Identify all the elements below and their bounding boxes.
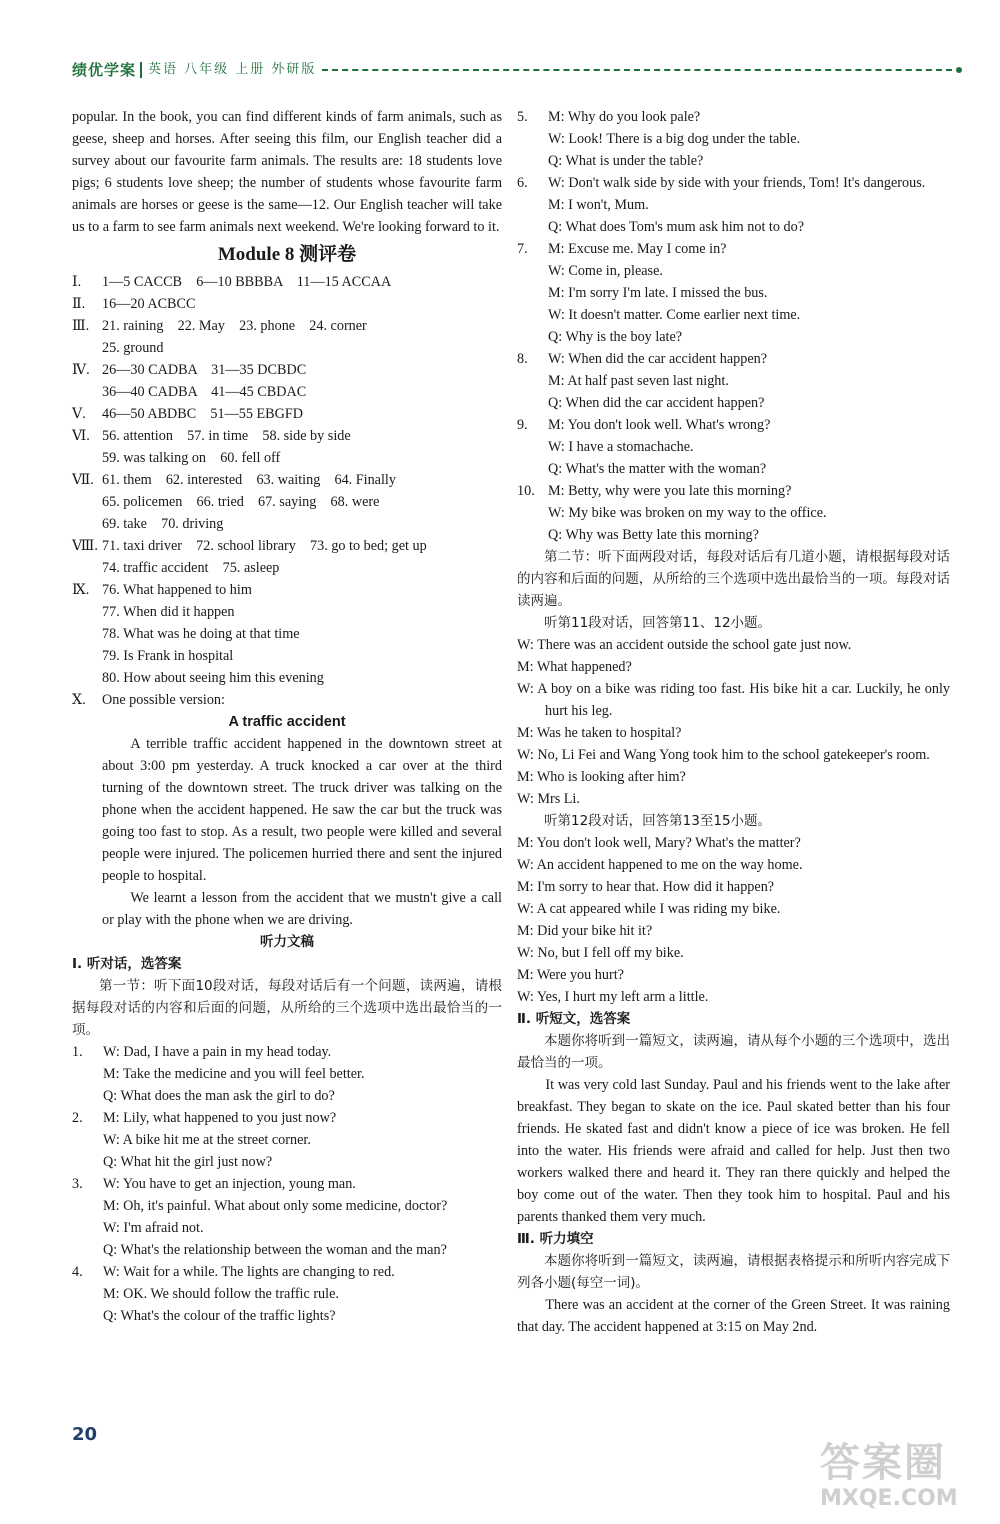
answer-text: 21. raining 22. May 23. phone 24. corner xyxy=(102,318,367,334)
dialogue-line xyxy=(517,150,950,172)
dialogue-text: Q: What's the colour of the traffic lights? xyxy=(103,1308,336,1324)
answer-text: 1—5 CACCB 6—10 BBBBA 11—15 ACCAA xyxy=(102,274,392,290)
brand-divider xyxy=(140,62,142,78)
answer-text: 56. attention 57. in time 58. side by side xyxy=(102,428,351,444)
section-2-title: Ⅱ. 听短文，选答案 xyxy=(517,1011,631,1027)
dialogue-line xyxy=(72,1283,502,1305)
answer-number xyxy=(72,447,102,469)
page-number: 20 xyxy=(72,1424,98,1445)
dialogue-line: W: An accident happened to me on the way home. xyxy=(517,857,803,873)
section-1b-instructions: 第二节：听下面两段对话，每段对话后有几道小题，请根据每段对话的内容和后面的问题，从所给的三个选项中选出最恰当的一项。每段对话读两遍。 xyxy=(517,549,950,609)
answer-text: 78. What was he doing at that time xyxy=(102,626,300,642)
header-dashed-rule xyxy=(322,69,952,71)
dialogue-text: Q: What does the man ask the girl to do? xyxy=(103,1088,335,1104)
dialogue-text: Q: Why is the boy late? xyxy=(548,329,683,345)
answer-text: One possible version: xyxy=(102,692,225,708)
dialogue-text: Q: What hit the girl just now? xyxy=(103,1154,273,1170)
answer-text: 71. taxi driver 72. school library 73. go to bed; get up xyxy=(102,538,427,554)
dialogue-text: W: Wait for a while. The lights are changing to red. xyxy=(103,1264,395,1280)
essay-paragraph-2: We learnt a lesson from the accident that we mustn't give a call or play with the phone when we are driving. xyxy=(102,890,502,928)
dialogue-number xyxy=(72,1239,99,1261)
essay-paragraph-1: A terrible traffic accident happened in the downtown street at about 3:00 pm yesterday. A truck knocked a car over at the third turning of the downtown street. The truck driver was talking on the phone when the accident happened. He saw the car but the truck was going too fast to stop. As a result, two people were killed and several people were injured. The policemen hurried there and sent the injured people to hospital. xyxy=(102,736,502,884)
dialogue-text: M: At half past seven last night. xyxy=(548,373,729,389)
dialogue-text: W: My bike was broken on my way to the office. xyxy=(548,505,827,521)
dialogue-line xyxy=(517,106,950,128)
dialogue-line: M: You don't look well, Mary? What's the matter? xyxy=(517,835,801,851)
watermark-top: 答案圈 xyxy=(820,1440,946,1486)
dialogue-line xyxy=(517,436,950,458)
header-end-dot xyxy=(956,67,962,73)
page-header xyxy=(72,58,962,82)
dialogue-number xyxy=(517,436,544,458)
dialogue-line xyxy=(72,1107,502,1129)
dialogue-line xyxy=(517,326,950,348)
dialogue-line xyxy=(72,1261,502,1283)
answer-number: Ⅶ. xyxy=(72,472,94,488)
dialogue-text: W: Look! There is a big dog under the table. xyxy=(548,131,801,147)
answer-number xyxy=(72,381,102,403)
answer-text: 61. them 62. interested 63. waiting 64. Finally xyxy=(102,472,396,488)
brand-logo: 绩优学案 xyxy=(72,61,137,79)
answer-text: 25. ground xyxy=(102,340,164,356)
answer-text: 74. traffic accident 75. asleep xyxy=(102,560,280,576)
dialogue-line xyxy=(517,458,950,480)
dialogue-line: M: What happened? xyxy=(517,659,632,675)
watermark-bottom: MXQE.COM xyxy=(820,1486,958,1511)
dialogue-number xyxy=(517,370,544,392)
answer-row xyxy=(72,315,502,337)
dialogue-number xyxy=(72,1217,99,1239)
section-1-instructions: 第一节：听下面10段对话，每段对话后有一个问题，读两遍，请根据每段对话的内容和后面的问题，从所给的三个选项中选出最恰当的一项。 xyxy=(72,978,502,1038)
answer-text: 65. policemen 66. tried 67. saying 68. were xyxy=(102,494,380,510)
left-column xyxy=(72,106,502,1327)
answer-text: 76. What happened to him xyxy=(102,582,252,598)
dialogue-line: W: No, Li Fei and Wang Yong took him to the school gatekeeper's room. xyxy=(517,747,930,763)
dialogue-number xyxy=(517,392,544,414)
dialogue-text: W: Don't walk side by side with your friends, Tom! It's dangerous. xyxy=(548,175,926,191)
answer-number xyxy=(72,601,102,623)
dialogue-text: M: You don't look well. What's wrong? xyxy=(548,417,771,433)
dialogue-text: M: OK. We should follow the traffic rule. xyxy=(103,1286,339,1302)
dialogue-number: 8. xyxy=(517,351,528,367)
dialogue-line xyxy=(72,1151,502,1173)
dialogue-text: Q: What does Tom's mum ask him not to do? xyxy=(548,219,805,235)
answer-row xyxy=(72,381,502,403)
answer-number: Ⅵ. xyxy=(72,428,90,444)
answer-key xyxy=(72,271,502,711)
dialogue-12-intro: 听第12段对话，回答第13至15小题。 xyxy=(544,813,772,829)
dialogue-text: Q: What is under the table? xyxy=(548,153,704,169)
dialogue-text: W: You have to get an injection, young man. xyxy=(103,1176,356,1192)
dialogue-line xyxy=(72,1173,502,1195)
dialogue-text: M: Excuse me. May I come in? xyxy=(548,241,727,257)
answer-text: 79. Is Frank in hospital xyxy=(102,648,234,664)
dialogue-number: 5. xyxy=(517,109,528,125)
module-title: Module 8 测评卷 xyxy=(217,244,357,265)
dialogue-number xyxy=(517,326,544,348)
answer-row xyxy=(72,337,502,359)
dialogue-line xyxy=(72,1217,502,1239)
dialogue-number xyxy=(72,1063,99,1085)
dialogue-line xyxy=(72,1305,502,1327)
dialogue-text: Q: What's the matter with the woman? xyxy=(548,461,767,477)
essay-title: A traffic accident xyxy=(228,714,346,730)
dialogue-number: 6. xyxy=(517,175,528,191)
answer-number xyxy=(72,491,102,513)
dialogue-line xyxy=(72,1063,502,1085)
answer-row xyxy=(72,601,502,623)
dialogue-list-right xyxy=(517,106,950,546)
answer-text: 46—50 ABDBC 51—55 EBGFD xyxy=(102,406,304,422)
dialogue-line: W: A boy on a bike was riding too fast. His bike hit a car. Luckily, he only hurt his leg. xyxy=(517,681,950,719)
dialogue-text: M: I'm sorry I'm late. I missed the bus. xyxy=(548,285,768,301)
dialogue-line xyxy=(72,1195,502,1217)
answer-row xyxy=(72,359,502,381)
dialogue-line xyxy=(517,348,950,370)
dialogue-line xyxy=(517,172,950,194)
transcript-title: 听力文稿 xyxy=(260,934,314,950)
dialogue-line xyxy=(517,238,950,260)
dialogue-line: M: Were you hurt? xyxy=(517,967,624,983)
dialogue-line: M: Did your bike hit it? xyxy=(517,923,653,939)
answer-text: 16—20 ACBCC xyxy=(102,296,196,312)
answer-row xyxy=(72,513,502,535)
answer-row xyxy=(72,469,502,491)
dialogue-number: 4. xyxy=(72,1264,83,1280)
dialogue-line xyxy=(517,282,950,304)
answer-text: 59. was talking on 60. fell off xyxy=(102,450,281,466)
section-1-title: Ⅰ. 听对话，选答案 xyxy=(72,956,182,972)
dialogue-line xyxy=(72,1041,502,1063)
dialogue-line xyxy=(517,524,950,546)
dialogue-text: M: Oh, it's painful. What about only some medicine, doctor? xyxy=(103,1198,448,1214)
answer-row xyxy=(72,293,502,315)
dialogue-number: 2. xyxy=(72,1110,83,1126)
answer-row xyxy=(72,425,502,447)
dialogue-number xyxy=(72,1151,99,1173)
dialogue-line: M: Who is looking after him? xyxy=(517,769,686,785)
dialogue-text: Q: What's the relationship between the woman and the man? xyxy=(103,1242,447,1258)
dialogue-number xyxy=(517,216,544,238)
dialogue-text: W: Come in, please. xyxy=(548,263,663,279)
dialogue-line: W: Mrs Li. xyxy=(517,791,580,807)
dialogue-line xyxy=(517,414,950,436)
dialogue-line xyxy=(517,480,950,502)
answer-number xyxy=(72,337,102,359)
dialogue-line xyxy=(72,1085,502,1107)
dialogue-line xyxy=(72,1129,502,1151)
answer-number xyxy=(72,645,102,667)
dialogue-number xyxy=(72,1283,99,1305)
dialogue-number xyxy=(72,1129,99,1151)
answer-row xyxy=(72,645,502,667)
dialogue-line xyxy=(517,304,950,326)
dialogue-text: W: When did the car accident happen? xyxy=(548,351,768,367)
answer-text: 80. How about seeing him this evening xyxy=(102,670,324,686)
dialogue-line xyxy=(517,392,950,414)
right-column xyxy=(517,106,950,1338)
dialogue-number xyxy=(517,304,544,326)
answer-number xyxy=(72,513,102,535)
dialogue-number xyxy=(72,1195,99,1217)
dialogue-text: W: I have a stomachache. xyxy=(548,439,694,455)
dialogue-number: 9. xyxy=(517,417,528,433)
dialogue-line xyxy=(517,216,950,238)
dialogue-line: W: There was an accident outside the school gate just now. xyxy=(517,637,852,653)
answer-number xyxy=(72,623,102,645)
dialogue-line xyxy=(517,370,950,392)
answer-number: Ⅴ. xyxy=(72,406,86,422)
dialogue-11-intro: 听第11段对话，回答第11、12小题。 xyxy=(544,615,772,631)
answer-row xyxy=(72,689,502,711)
dialogue-line xyxy=(517,128,950,150)
dialogue-text: Q: When did the car accident happen? xyxy=(548,395,765,411)
answer-text: 69. take 70. driving xyxy=(102,516,224,532)
dialogue-line: M: Was he taken to hospital? xyxy=(517,725,682,741)
section-3-instructions: 本题你将听到一篇短文，读两遍，请根据表格提示和所听内容完成下列各小题(每空一词)。 xyxy=(517,1253,950,1291)
dialogue-number xyxy=(517,458,544,480)
dialogue-text: Q: Why was Betty late this morning? xyxy=(548,527,759,543)
dialogue-number xyxy=(517,128,544,150)
answer-row xyxy=(72,271,502,293)
answer-row xyxy=(72,557,502,579)
dialogue-number: 1. xyxy=(72,1044,83,1060)
answer-number xyxy=(72,557,102,579)
dialogue-number xyxy=(517,502,544,524)
section-2-passage: It was very cold last Sunday. Paul and his friends went to the lake after breakfast. They began to skate on the ice. Paul skated better than his four friends. He skated fast and didn't know a piece of ice was broken. He fell into the water. His friends were afraid and called for help. Just then two workers walked there and heard it. They ran there quickly and helped the boy come out of the water. Then they took him to hospital. Paul and his parents thanked them very much. xyxy=(517,1077,950,1225)
answer-number xyxy=(72,667,102,689)
section-2-instructions: 本题你将听到一篇短文，读两遍，请从每个小题的三个选项中，选出最恰当的一项。 xyxy=(517,1033,950,1071)
dialogue-line: W: Yes, I hurt my left arm a little. xyxy=(517,989,709,1005)
dialogue-text: M: I won't, Mum. xyxy=(548,197,649,213)
dialogue-line: W: A cat appeared while I was riding my bike. xyxy=(517,901,781,917)
answer-text: 26—30 CADBA 31—35 DCBDC xyxy=(102,362,307,378)
answer-row xyxy=(72,403,502,425)
dialogue-number xyxy=(72,1305,99,1327)
dialogue-number xyxy=(517,524,544,546)
dialogue-text: W: Dad, I have a pain in my head today. xyxy=(103,1044,332,1060)
section-3-title: Ⅲ. 听力填空 xyxy=(517,1231,594,1247)
answer-row xyxy=(72,535,502,557)
section-3-passage: There was an accident at the corner of the Green Street. It was raining that day. The accident happened at 3:15 on May 2nd. xyxy=(517,1297,950,1335)
dialogue-text: M: Take the medicine and you will feel better. xyxy=(103,1066,365,1082)
dialogue-text: M: Lily, what happened to you just now? xyxy=(103,1110,337,1126)
intro-paragraph: popular. In the book, you can find different kinds of farm animals, such as geese, sheep and horses. After seeing this film, our English teacher did a survey about our favourite farm animals. The results are: 18 students love pigs; 6 students love sheep; the number of students whose favourite farm animals are horses or geese is the same—12. Our English teacher will take us to a farm to see farm animals next weekend. We're looking forward to it. xyxy=(72,109,502,235)
answer-text: 77. When did it happen xyxy=(102,604,235,620)
answer-row xyxy=(72,579,502,601)
header-subject: 英语 八年级 上册 外研版 xyxy=(148,62,317,77)
answer-text: 36—40 CADBA 41—45 CBDAC xyxy=(102,384,307,400)
dialogue-text: W: A bike hit me at the street corner. xyxy=(103,1132,311,1148)
answer-number: Ⅹ. xyxy=(72,692,86,708)
dialogue-text: W: I'm afraid not. xyxy=(103,1220,204,1236)
dialogue-11 xyxy=(517,634,950,810)
dialogue-number xyxy=(72,1085,99,1107)
dialogue-number xyxy=(517,194,544,216)
dialogue-line xyxy=(517,260,950,282)
watermark-logo xyxy=(820,1440,990,1520)
dialogue-line xyxy=(517,502,950,524)
dialogue-text: W: It doesn't matter. Come earlier next time. xyxy=(548,307,801,323)
dialogue-text: M: Why do you look pale? xyxy=(548,109,701,125)
answer-row xyxy=(72,447,502,469)
dialogue-text: M: Betty, why were you late this morning? xyxy=(548,483,792,499)
dialogue-line: M: I'm sorry to hear that. How did it happen? xyxy=(517,879,775,895)
dialogue-number: 10. xyxy=(517,483,535,499)
answer-number: Ⅰ. xyxy=(72,274,82,290)
dialogue-number: 7. xyxy=(517,241,528,257)
answer-number: Ⅷ. xyxy=(72,538,98,554)
answer-number: Ⅳ. xyxy=(72,362,90,378)
answer-number: Ⅱ. xyxy=(72,296,86,312)
dialogue-line xyxy=(72,1239,502,1261)
answer-row xyxy=(72,491,502,513)
dialogue-line: W: No, but I fell off my bike. xyxy=(517,945,684,961)
answer-number: Ⅸ. xyxy=(72,582,90,598)
dialogue-number xyxy=(517,260,544,282)
dialogue-number xyxy=(517,150,544,172)
answer-row xyxy=(72,623,502,645)
dialogue-number: 3. xyxy=(72,1176,83,1192)
dialogue-12 xyxy=(517,832,950,1008)
dialogue-line xyxy=(517,194,950,216)
dialogue-list-left xyxy=(72,1041,502,1327)
answer-number: Ⅲ. xyxy=(72,318,90,334)
dialogue-number xyxy=(517,282,544,304)
answer-row xyxy=(72,667,502,689)
